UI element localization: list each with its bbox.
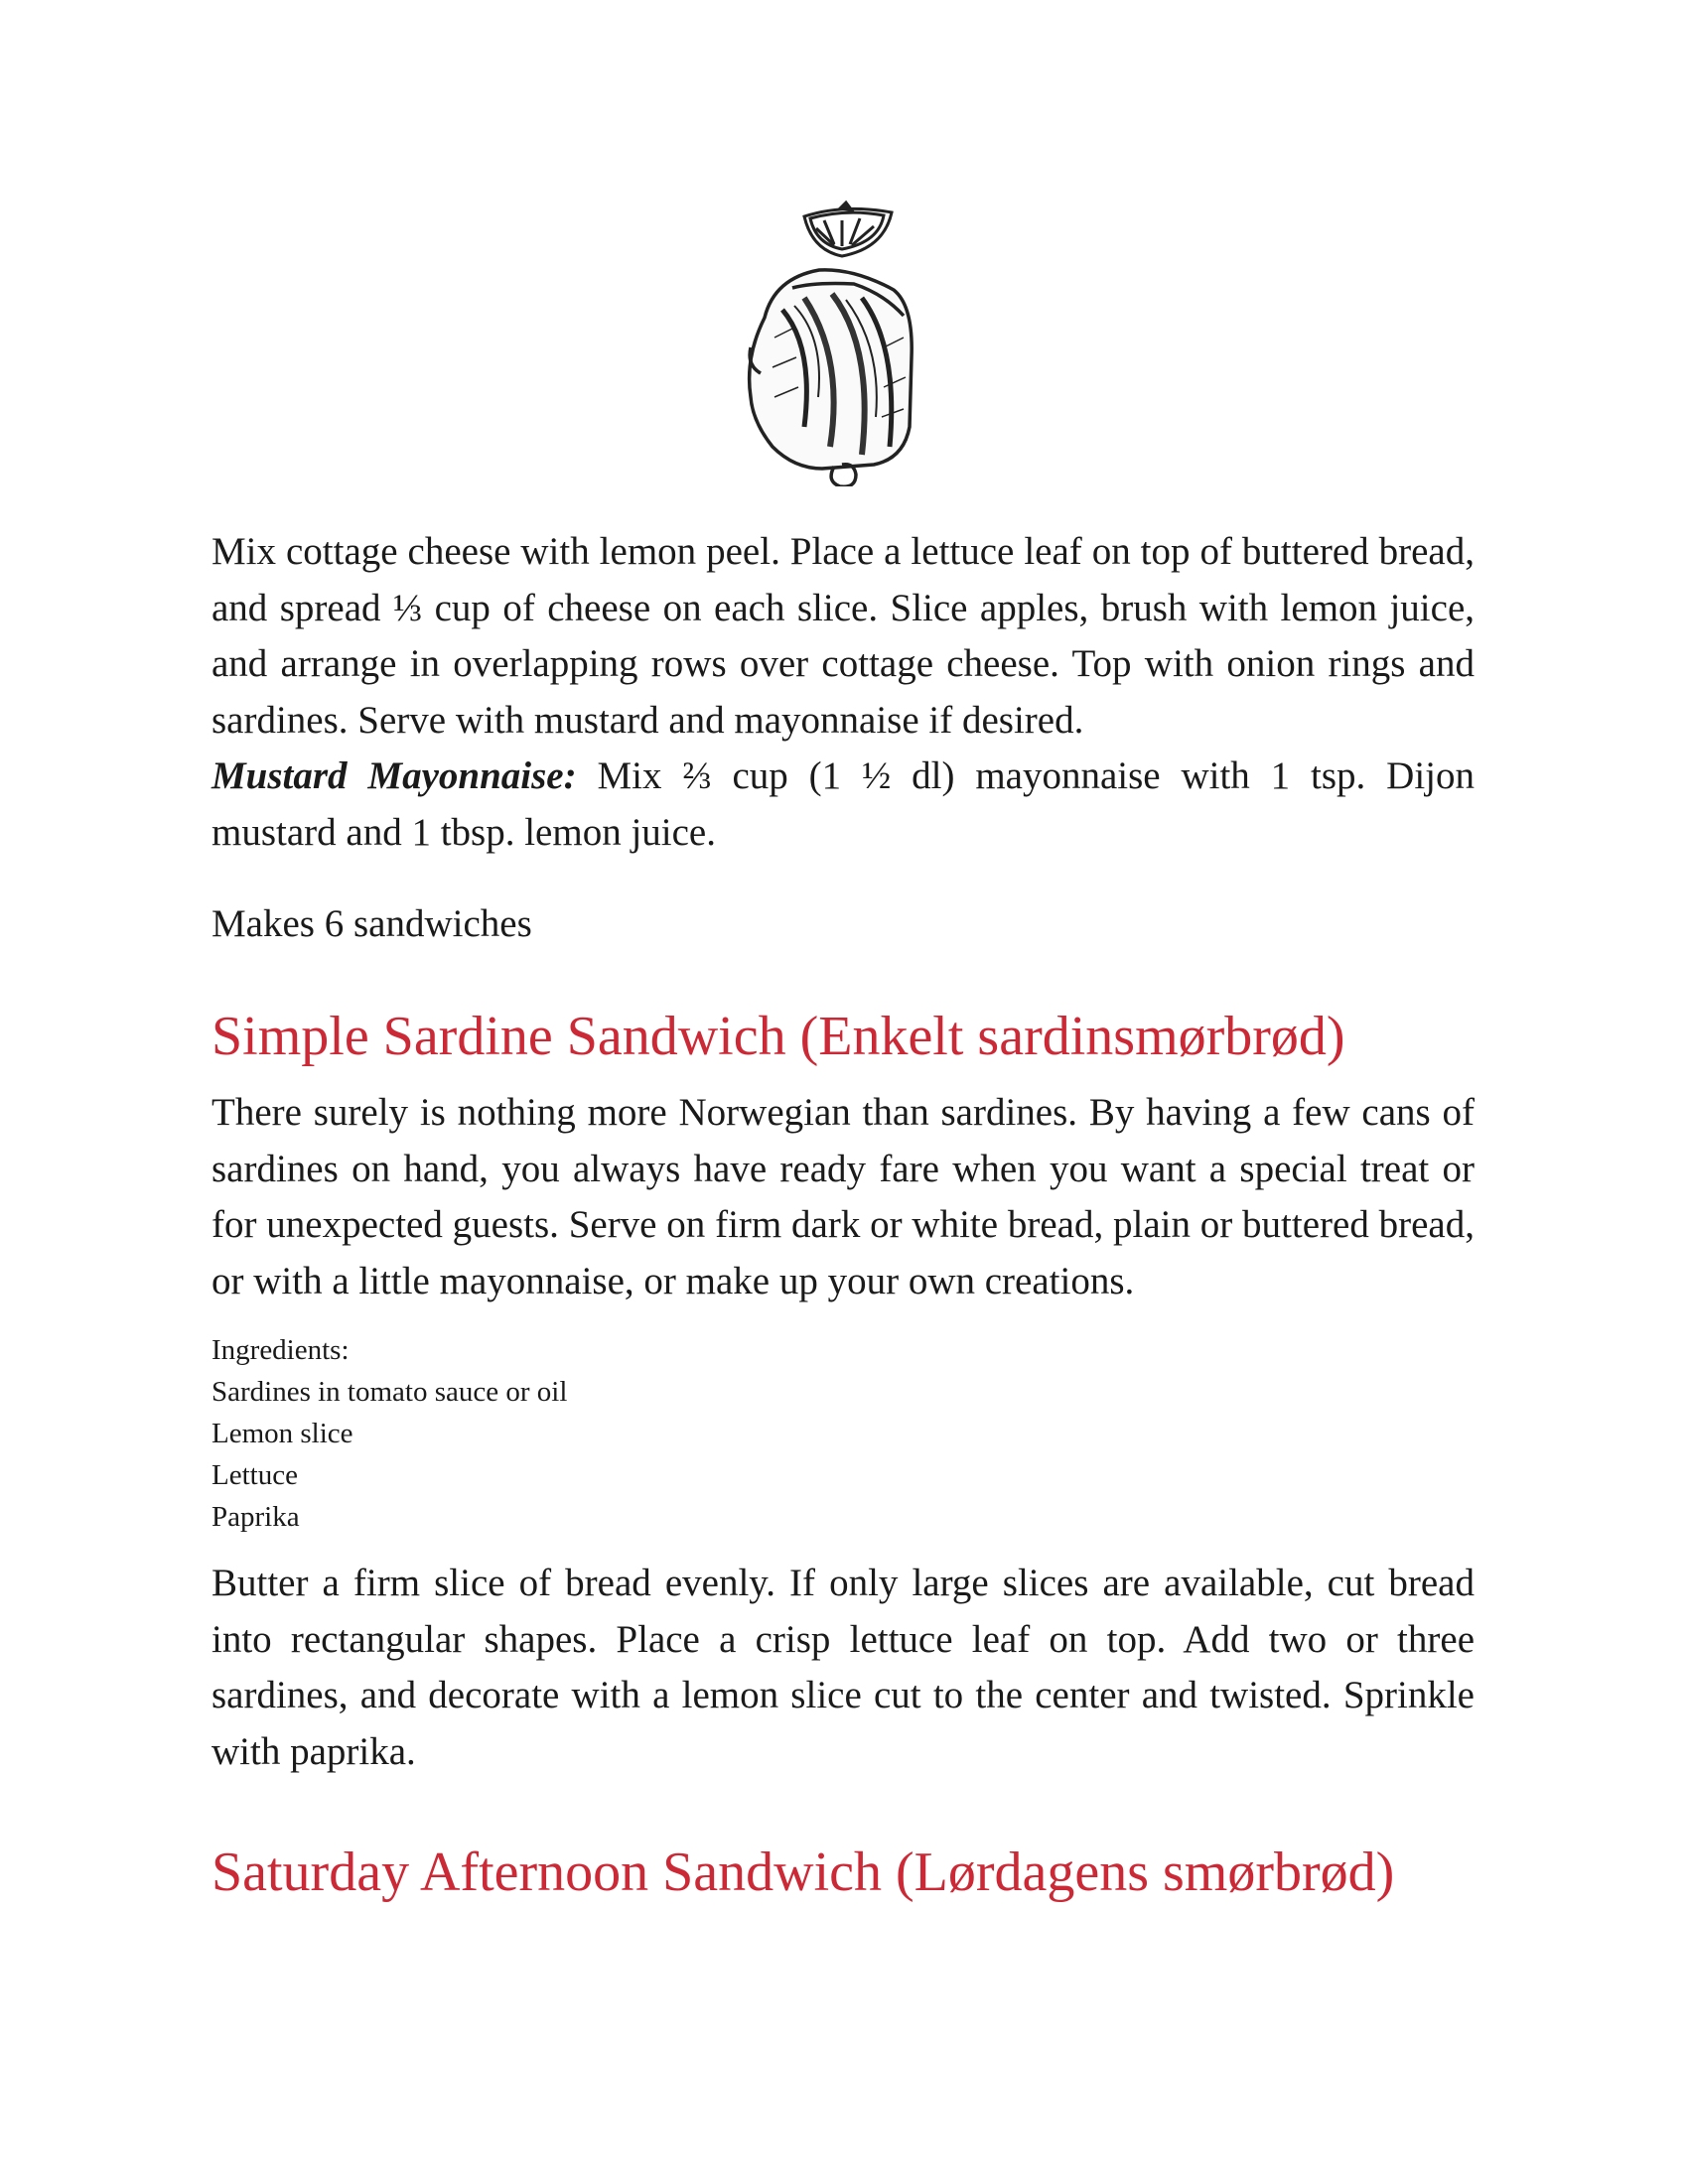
recipe-title-simple-sardine: Simple Sardine Sandwich (Enkelt sardinsmørbrød) xyxy=(211,1006,1345,1067)
recipe-title-saturday-afternoon: Saturday Afternoon Sandwich (Lørdagens smørbrød) xyxy=(211,1842,1395,1903)
sardine-can-icon xyxy=(750,270,913,486)
mustard-mayonnaise-text: Mix ⅔ cup (1 ½ dl) mayonnaise with 1 tsp. Dijon mustard and 1 tbsp. lemon juice. xyxy=(211,754,1475,854)
sardine-can-with-lemon-slice-icon xyxy=(735,199,953,486)
ingredients-list xyxy=(211,1329,1475,1538)
recipe-yield: Makes 6 sandwiches xyxy=(211,902,532,945)
ingredient-item: Lemon slice xyxy=(211,1418,353,1449)
lemon-slice-icon xyxy=(804,203,892,256)
sardine-method-paragraph: Butter a firm slice of bread evenly. If only large slices are available, cut bread into rectangular shapes. Place a crisp lettuce leaf on top. Add two or three sardines, and decorate with a lemon slice cut to the center and twisted. Sprinkle with paprika. xyxy=(211,1562,1475,1773)
recipe-content xyxy=(211,524,1475,1921)
ingredients-heading: Ingredients: xyxy=(211,1334,350,1366)
sardine-intro-paragraph: There surely is nothing more Norwegian than sardines. By having a few cans of sardines on hand, you always have ready fare when you want a special treat or for unexpected guests. Serve on firm dark or white bread, plain or buttered bread, or with a little mayonnaise, or make up your own creations. xyxy=(211,1091,1475,1302)
recipe-method-paragraph xyxy=(211,524,1475,861)
ingredient-item: Sardines in tomato sauce or oil xyxy=(211,1376,568,1408)
ingredient-item: Paprika xyxy=(211,1501,300,1533)
method-text: Mix cottage cheese with lemon peel. Place a lettuce leaf on top of buttered bread, and spread ⅓ cup of cheese on each slice. Slice apples, brush with lemon juice, and arrange in overlapping rows over cottage cheese. Top with onion rings and sardines. Serve with mustard and mayonnaise if desired. xyxy=(211,530,1475,742)
ingredient-item: Lettuce xyxy=(211,1459,298,1491)
mustard-mayonnaise-label: Mustard Mayonnaise: xyxy=(211,754,577,797)
